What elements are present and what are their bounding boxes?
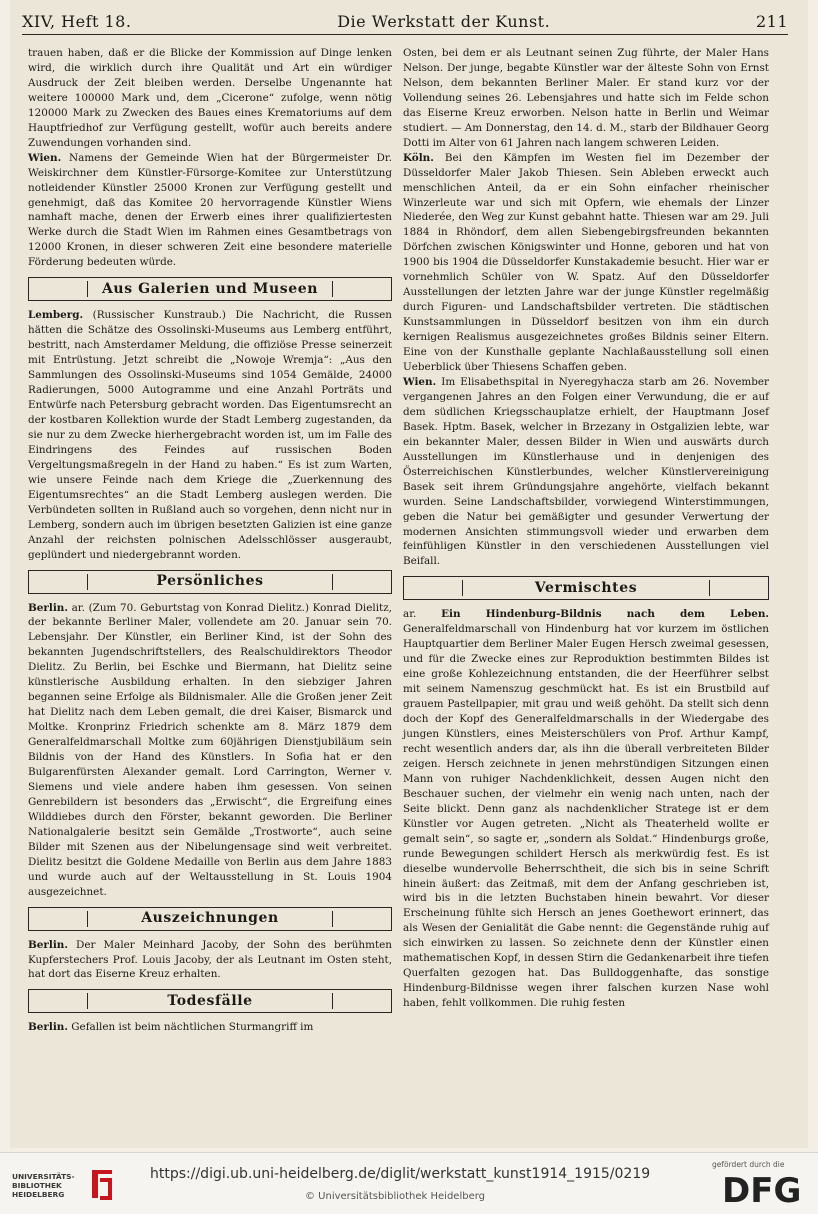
running-head-issue: XIV, Heft 18. [22,11,132,31]
running-head-title: Die Werkstatt der Kunst. [337,11,551,31]
section-heading-text: Auszeichnungen [141,910,279,927]
section-heading [403,576,769,600]
right-column [403,46,769,1011]
article-paragraph [28,601,392,900]
dfg-logo-text: DFG [722,1171,802,1207]
section-heading [28,277,392,301]
dateline-city: Köln. [403,151,434,164]
funding-note: gefördert durch die [712,1160,785,1169]
section-heading [28,907,392,931]
section-heading [28,570,392,594]
paragraph-text: Osten, bei dem er als Leutnant seinen Zug führte, der Maler Hans Nelson. Der junge, begabte Künstler war der älteste Sohn von Ernst Nelson, dem bekannten Berliner Maler. Er stand kurz vor der Vollendung seines 26. Lebensjahres und hatte sich im Felde schon das Eiserne Kreuz erworben. Nelson hatte in Berlin und Weimar studiert. — Am Donnerstag, den 14. d. M., starb der Bildhauer Georg Dotti im Alter von 61 Jahren nach langem schweren Leiden. [403,47,769,149]
left-column [28,46,392,1035]
author-mark: ar. [403,608,442,621]
dateline-city: Berlin. [28,1021,68,1034]
article-headline: Ein Hindenburg-Bildnis nach dem Leben. [441,608,769,621]
paragraph-text: Der Maler Meinhard Jacoby, der Sohn des berühmten Kupferstechers Prof. Louis Jacoby, der als Leutnant im Osten steht, hat dort das Eiserne Kreuz erhalten. [28,938,392,981]
paragraph-text: Gefallen ist beim nächtlichen Sturmangriff im [67,1021,314,1034]
library-name: UNIVERSITÄTS- BIBLIOTHEK HEIDELBERG [12,1171,75,1199]
header-rule [22,34,788,35]
section-heading-text: Aus Galerien und Museen [101,280,319,297]
paragraph-text: Im Elisabethspital in Nyeregyhacza starb am 26. November vergangenen Jahres an den Folgen einer Verwundung, die er auf dem südlichen Kriegsschauplatze erhielt, der Hauptmann Josef Basek. Hptm. Basek, welcher in Brzezany in Ostgalizien lebte, war ein bekannter Maler, dessen Bilder in Wien und auswärts durch Ausstellungen im Künstlerhause und in denjenigen des Österreichischen Künstlerbundes, welcher Künstlervereinigung Basek seit ihrem Gründungsjahre angehörte, vielfach bekannt wurden. Seine Landschaftsbilder, vorwiegend Winterstimmungen, geben die Natur bei gemäßigter und gesunder Verwertung der modernen Ansichten stimmungsvoll wieder und erwarben dem feinfühligen Künstler in den verschiedenen Ausstellungen viel Beifall. [403,375,769,568]
permalink-url[interactable]: https://digi.ub.uni-heidelberg.de/diglit/werkstatt_kunst1914_1915/0219 [150,1166,651,1182]
article-paragraph [28,938,392,983]
viewer-footer [0,1152,818,1214]
page-number: 211 [755,11,788,31]
article-paragraph [28,46,392,151]
paragraph-text: ar. (Zum 70. Geburtstag von Konrad Dielitz.) Konrad Dielitz, der bekannte Berliner Maler, vollendete am 20. Januar sein 70. Lebensjahr. Der Künstler, ein Berliner Kind, ist der Sohn des bekannten Jugendschriftstellers, des Realschuldirektors Theodor Dielitz. Zu Berlin, bei Eschke und Biermann, hat Dielitz seine künstlerische Ausbildung erhalten. In den siebziger Jahren begannen seine Erfolge als Bildnismaler. Alle die Großen jener Zeit hat Dielitz nach dem Leben gemalt, die drei Kaiser, Bismarck und Moltke. Kronprinz Friedrich schenkte am 8. März 1879 dem Generalfeldmarschall Moltke zum 60jährigen Dienstjubiläum sein Bildnis von der Hand des Künstlers. In Sofia hat er den Bulgarenfürsten Alexander gemalt. Lord Carrington, Werner v. Siemens und viele andere haben ihm gesessen. Von seinen Genrebildern ist besonders das „Erwischt“, die Ergreifung eines Wilddiebes durch den Förster, bekannt geworden. Die Berliner Nationalgalerie besitzt sein Gemälde „Trostworte“, auch seine Bilder mit Szenen aus der Nibelungensage sind weit verbreitet. Dielitz besitzt die Goldene Medaille von Berlin aus dem Jahre 1883 und wurde auch auf der Weltausstellung in St. Louis 1904 ausgezeichnet. [28,601,392,898]
dateline-city: Berlin. [28,601,68,614]
dateline-city: Wien. [403,375,437,388]
article-paragraph [28,308,392,562]
article-paragraph [28,1020,392,1035]
section-heading-text: Persönliches [156,573,264,590]
dateline-city: Berlin. [28,938,68,951]
paragraph-text: (Russischer Kunstraub.) Die Nachricht, die Russen hätten die Schätze des Ossolinski-Museums aus Lemberg entführt, bestritt, nach Amsterdamer Meldung, die offiziöse Presse seinerzeit mit Entrüstung. Jetzt schreibt die „Nowoje Wremja“: „Aus den Sammlungen des Ossolinski-Museums sind 1054 Gemälde, 24000 Radierungen, 5000 Autogramme und eine Anzahl Porträts und Entwürfe nach Petersburg gebracht worden. Das Eigentumsrecht an der kostbaren Kollektion wurde der Stadt Lemberg zugestanden, da sie nur zu dem Zwecke hierhergebracht worden ist, um im Falle des Eindringens des Feindes auf russischen Boden Vergeltungsmaßregeln in der Hand zu haben.“ Es ist zum Warten, wie unsere Feinde nach dem Kriege die „Zuerkennung des Eigentumsrechtes“ an die Stadt Lemberg auslegen werden. Die Verbündeten sollten in Rußland auch so vorgehen, denn nicht nur in Lemberg, sondern auch im übrigen besetzten Galizien ist eine ganze Anzahl der reichsten polnischen Adelsschlösser ausgeraubt, geplündert und niedergebrannt worden. [28,309,392,561]
copyright-notice: © Universitätsbibliothek Heidelberg [305,1191,486,1202]
paragraph-text: Namens der Gemeinde Wien hat der Bürgermeister Dr. Weiskirchner dem Künstler-Fürsorge-Komitee zur Unterstützung notleidender Künstler 25000 Kronen zur Verfügung gestellt und genehmigt, daß das Komitee 20 hervorragende Künstler Wiens namhaft mache, denen der Erwerb eines ihrer qualifiziertesten Werke durch die Stadt Wien im Rahmen eines Gesamtbetrags von 12000 Kronen, in dieser schweren Zeit eine besondere materielle Förderung bedeuten würde. [28,151,392,269]
paragraph-text: Bei den Kämpfen im Westen fiel im Dezember der Düsseldorfer Maler Jakob Thiesen. Sein Ableben erweckt auch menschlichen Anteil, da er ein Sohn einfacher rheinischer Winzerleute war und sich mit Opfern, wie ehemals der Linzer Niederée, den Weg zur Kunst gebahnt hatte. Thiesen war am 29. Juli 1884 in Rhöndorf, dem allen Siebengebirgsfreunden bekannten Dörfchen zwischen Königswinter und Honne, geboren und hat von 1900 bis 1904 die Düsseldorfer Kunstakademie besucht. Hier war er vornehmlich Schüler von W. Spatz. Auf den Düsseldorfer Ausstellungen der letzten Jahre war der junge Künstler regelmäßig durch Figuren- und Landschaftsbilder vertreten. Die städtischen Kunstsammlungen in Düsseldorf besitzen von ihm ein durch kernigen Realismus ausgezeichnetes großes Bildnis seiner Eltern. Eine von der Kunsthalle geplante Nachlaßausstellung soll einen Ueberblick über Thiesens Schaffen geben. [403,151,769,374]
article-paragraph [403,151,769,375]
library-logo[interactable] [12,1163,122,1207]
article-paragraph [403,46,769,151]
dateline-city: Wien. [28,151,62,164]
dateline-city: Lemberg. [28,309,84,322]
section-heading-text: Todesfälle [167,992,253,1009]
article-paragraph [403,375,769,569]
running-head [22,6,788,36]
section-heading [28,989,392,1013]
dfg-logo[interactable] [722,1171,804,1207]
section-heading-text: Vermischtes [534,579,638,596]
paragraph-text: Generalfeldmarschall von Hindenburg hat vor kurzem im östlichen Hauptquartier dem Berliner Maler Eugen Hersch zweimal gesessen, und für die Zwecke eines zur Reproduktion bestimmten Bildes ist eine große Kohlezeichnung entstanden, die der Heerführer selbst mit seinem Namenszug geschmückt hat. Es ist ein Brustbild auf grauem Pastellpapier, mit grau und weiß gehöht. Da stellt sich denn doch der Kopf des Generalfeldmarschalls in der Wiedergabe des jungen Künstlers, eines Meisterschülers von Prof. Arthur Kampf, recht wesentlich anders dar, als ihn die überall verbreiteten Bilder zeigen. Hersch zeichnete in jenen mehrstündigen Sitzungen einen Mann von ruhiger Nachdenklichkeit, dessen Augen nicht den Beschauer suchen, der vielmehr ein wenig nach unten, nach der Seite blickt. Denn ganz als nachdenklicher Stratege ist er dem Künstler vor Augen getreten. „Nicht als Theaterheld wollte er gemalt sein“, so sagte er, „sondern als Soldat.“ Hindenburgs große, runde Bewegungen schildert Hersch als merkwürdig fest. Es ist dieselbe wundervolle Beherrschtheit, die sich bis in seine Schrift hinein äußert: das Zeitmaß, mit dem der Anfang geschrieben ist, wird bis in die letzten Buchstaben hinein bewahrt. Vor dieser Erscheinung fühlte sich Hersch an jenes Goethewort erinnert, das als Wesen der Genialität die Gabe nennt: die Gegenstände ruhig auf sich einwirken zu lassen. So zeichnete denn der Künstler einen mathematischen Kopf, in dessen Stirn die Gedankenarbeit ihre tiefen Querfalten gezogen hat. Das Bulldoggenhafte, das sonstige Hindenburg-Bildnisse wegen ihrer falschen kurzen Nase wohl haben, fehlt vollkommen. Die ruhig festen [403,623,769,1010]
paragraph-text: trauen haben, daß er die Blicke der Kommission auf Dinge lenken wird, die wirklich durch ihre Qualität und Art ein würdiger Ausdruck der Zeit bleiben werden. Derselbe Ungenannte hat weitere 100000 Mark und, dem „Cicerone“ zufolge, wenn nötig 120000 Mark zu Zwecken des Baues eines Krematoriums auf dem Hauptfriedhof zur Verfügung gestellt, wofür auch bereits andere Zuwendungen vorhanden sind. [28,47,392,149]
library-seal-icon [86,1168,116,1202]
article-paragraph [403,607,769,1011]
article-paragraph [28,151,392,271]
